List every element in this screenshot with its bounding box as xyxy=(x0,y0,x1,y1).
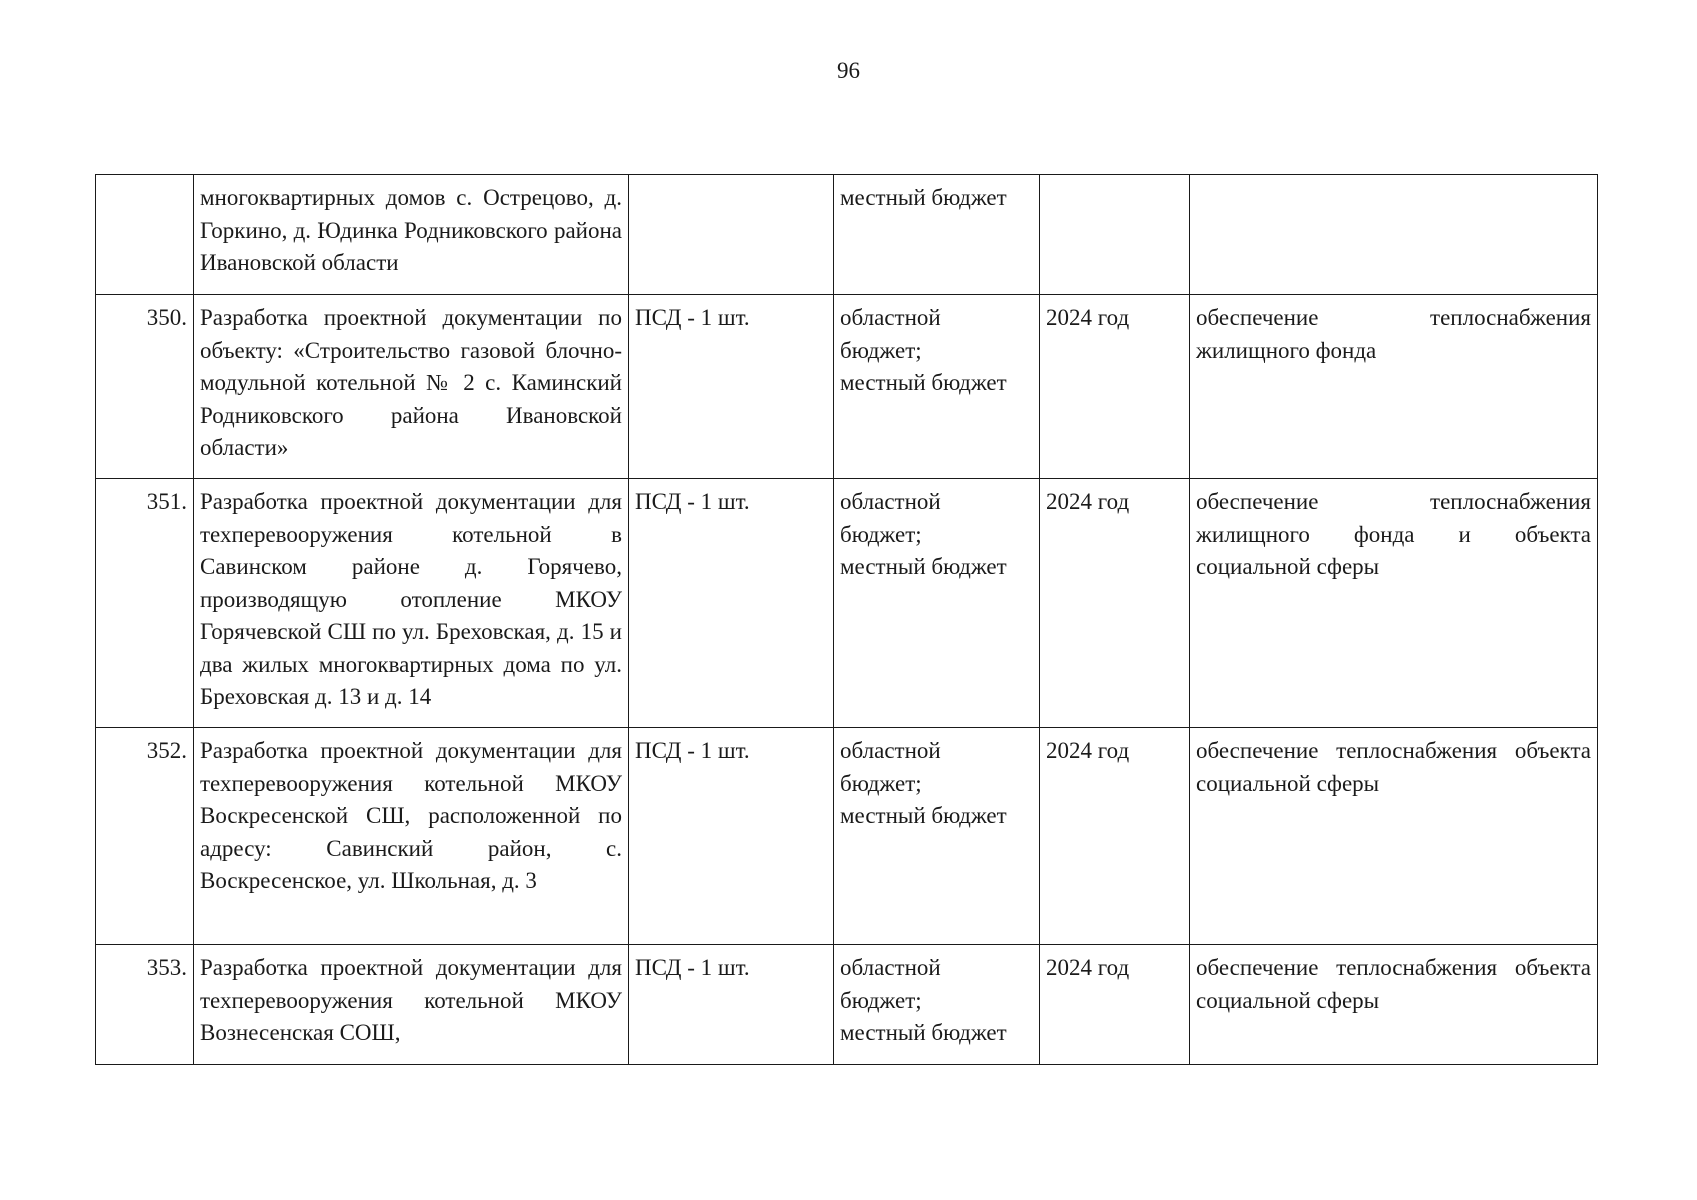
funding-line: местный бюджет xyxy=(840,554,1007,579)
row-description: многоквартирных домов с. Острецово, д. Горкино, д. Юдинка Родниковского района Ивановской области xyxy=(194,175,629,295)
row-purpose: обеспечение теплоснабжения жилищного фонда и объекта социальной сферы xyxy=(1190,479,1598,728)
row-description: Разработка проектной документации для техперевооружения котельной МКОУ Вознесенская СОШ, xyxy=(194,945,629,1065)
measures-table xyxy=(95,174,1598,1065)
row-year: 2024 год xyxy=(1040,295,1190,479)
row-year: 2024 год xyxy=(1040,945,1190,1065)
row-funding xyxy=(834,295,1040,479)
row-funding xyxy=(834,945,1040,1065)
row-number: 352. xyxy=(96,728,194,945)
table-row xyxy=(96,728,1598,945)
funding-line: областной xyxy=(840,489,941,514)
row-funding xyxy=(834,728,1040,945)
funding-line: местный бюджет xyxy=(840,185,1007,210)
funding-line: бюджет; xyxy=(840,337,922,363)
row-funding xyxy=(834,479,1040,728)
row-purpose: обеспечение теплоснабжения объекта социальной сферы xyxy=(1190,728,1598,945)
funding-line: бюджет; xyxy=(840,770,922,796)
funding-line: местный бюджет xyxy=(840,370,1007,395)
funding-line: областной xyxy=(840,305,941,330)
row-purpose xyxy=(1190,175,1598,295)
funding-line: местный бюджет xyxy=(840,1020,1007,1045)
table-row xyxy=(96,945,1598,1065)
table-row xyxy=(96,479,1598,728)
table-row xyxy=(96,295,1598,479)
row-year: 2024 год xyxy=(1040,728,1190,945)
row-year xyxy=(1040,175,1190,295)
table-row xyxy=(96,175,1598,295)
funding-line: бюджет; xyxy=(840,987,922,1013)
row-result: ПСД - 1 шт. xyxy=(629,295,834,479)
page-number: 96 xyxy=(837,58,860,83)
row-number: 350. xyxy=(96,295,194,479)
funding-line: областной xyxy=(840,738,941,763)
row-funding xyxy=(834,175,1040,295)
row-result: ПСД - 1 шт. xyxy=(629,728,834,945)
row-purpose: обеспечение теплоснабжения объекта социальной сферы xyxy=(1190,945,1598,1065)
row-result: ПСД - 1 шт. xyxy=(629,479,834,728)
row-description: Разработка проектной документации для техперевооружения котельной МКОУ Воскресенской СШ, расположенной по адресу: Савинский район, с. Воскресенское, ул. Школьная, д. 3 xyxy=(194,728,629,945)
row-year: 2024 год xyxy=(1040,479,1190,728)
row-purpose: обеспечение теплоснабжения жилищного фонда xyxy=(1190,295,1598,479)
funding-line: местный бюджет xyxy=(840,803,1007,828)
row-result: ПСД - 1 шт. xyxy=(629,945,834,1065)
funding-line: областной xyxy=(840,955,941,980)
row-number: 353. xyxy=(96,945,194,1065)
row-description: Разработка проектной документации по объекту: «Строительство газовой блочно-модульной котельной № 2 с. Каминский Родниковского района Ивановской области» xyxy=(194,295,629,479)
row-number: 351. xyxy=(96,479,194,728)
row-description: Разработка проектной документации для техперевооружения котельной в Савинском районе д. Горячево, производящую отопление МКОУ Горячевской СШ по ул. Бреховская, д. 15 и два жилых многоквартирных дома по ул. Бреховская д. 13 и д. 14 xyxy=(194,479,629,728)
row-result xyxy=(629,175,834,295)
funding-line: бюджет; xyxy=(840,521,922,547)
row-number xyxy=(96,175,194,295)
